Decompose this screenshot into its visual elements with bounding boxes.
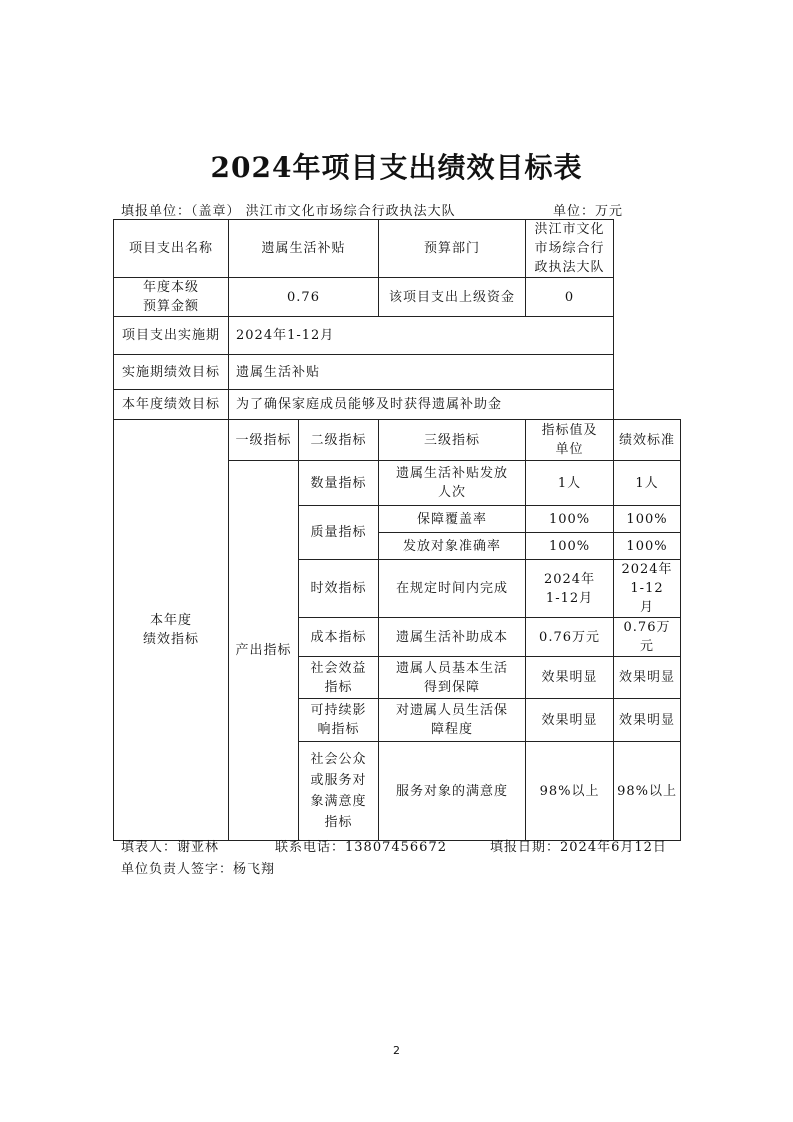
reporting-unit-label: 填报单位：（盖章） xyxy=(121,204,241,219)
performance-standard: 效果明显 xyxy=(614,699,681,742)
period-goal-label: 实施期绩效目标 xyxy=(114,355,229,390)
reporting-unit xyxy=(121,200,456,219)
department-name: 洪江市文化市场综合行政执法大队 xyxy=(526,220,614,278)
document-title: 2024年项目支出绩效目标表 xyxy=(210,151,583,184)
contact-phone: 联系电话：13807456672 xyxy=(275,840,447,855)
performance-standard: 效果明显 xyxy=(614,657,681,699)
performance-standard: 1人 xyxy=(614,461,681,506)
level3-indicator: 遗属生活补贴发放 人次 xyxy=(379,461,526,506)
level2-indicator: 可持续影 响指标 xyxy=(299,699,379,742)
level3-indicator: 在规定时间内完成 xyxy=(379,560,526,618)
level1-output-indicator: 产出指标 xyxy=(229,461,299,841)
level3-indicator: 发放对象准确率 xyxy=(379,533,526,560)
indicator-value: 效果明显 xyxy=(526,657,614,699)
indicator-value: 0.76万元 xyxy=(526,618,614,657)
page-number: 2 xyxy=(393,1044,400,1057)
upper-fund-label: 该项目支出上级资金 xyxy=(379,278,526,317)
report-date: 填报日期：2024年6月12日 xyxy=(490,840,667,855)
filler-name: 填表人：谢亚林 xyxy=(121,840,220,855)
indicator-value: 98%以上 xyxy=(526,742,614,841)
performance-standard: 2024年1-12 月 xyxy=(614,560,681,618)
indicator-value: 100% xyxy=(526,533,614,560)
level2-indicator: 成本指标 xyxy=(299,618,379,657)
period-label: 项目支出实施期 xyxy=(114,317,229,355)
budget-label: 年度本级 预算金额 xyxy=(114,278,229,317)
indicator-value: 效果明显 xyxy=(526,699,614,742)
level3-indicator: 保障覆盖率 xyxy=(379,506,526,533)
level3-indicator: 对遗属人员生活保 障程度 xyxy=(379,699,526,742)
column-header-level2: 二级指标 xyxy=(299,420,379,461)
upper-fund-value: 0 xyxy=(526,278,614,317)
performance-goal-table xyxy=(113,219,681,841)
performance-standard: 100% xyxy=(614,506,681,533)
indicator-value: 100% xyxy=(526,506,614,533)
performance-standard: 98%以上 xyxy=(614,742,681,841)
level2-indicator: 质量指标 xyxy=(299,506,379,560)
budget-value: 0.76 xyxy=(229,278,379,317)
column-header-standard: 绩效标准 xyxy=(614,420,681,461)
level3-indicator: 遗属生活补助成本 xyxy=(379,618,526,657)
level2-indicator: 社会效益 指标 xyxy=(299,657,379,699)
column-header-value: 指标值及 单位 xyxy=(526,420,614,461)
project-name: 遗属生活补贴 xyxy=(229,220,379,278)
column-header-level1: 一级指标 xyxy=(229,420,299,461)
level3-indicator: 遗属人员基本生活 得到保障 xyxy=(379,657,526,699)
period-goal-value: 遗属生活补贴 xyxy=(229,355,614,390)
level2-indicator: 社会公众 或服务对 象满意度 指标 xyxy=(299,742,379,841)
indicator-section-label: 本年度 绩效指标 xyxy=(114,420,229,841)
department-label: 预算部门 xyxy=(379,220,526,278)
column-header-level3: 三级指标 xyxy=(379,420,526,461)
level2-indicator: 数量指标 xyxy=(299,461,379,506)
performance-standard: 100% xyxy=(614,533,681,560)
reporting-unit-name: 洪江市文化市场综合行政执法大队 xyxy=(245,204,456,219)
level2-indicator: 时效指标 xyxy=(299,560,379,618)
indicator-value: 2024年 1-12月 xyxy=(526,560,614,618)
period-value: 2024年1-12月 xyxy=(229,317,614,355)
annual-goal-label: 本年度绩效目标 xyxy=(114,390,229,420)
money-unit: 单位：万元 xyxy=(553,204,624,219)
level3-indicator: 服务对象的满意度 xyxy=(379,742,526,841)
indicator-value: 1人 xyxy=(526,461,614,506)
performance-standard: 0.76万元 xyxy=(614,618,681,657)
responsible-signer: 单位负责人签字：杨飞翔 xyxy=(121,862,276,877)
annual-goal-value: 为了确保家庭成员能够及时获得遗属补助金 xyxy=(229,390,614,420)
project-name-label: 项目支出名称 xyxy=(114,220,229,278)
